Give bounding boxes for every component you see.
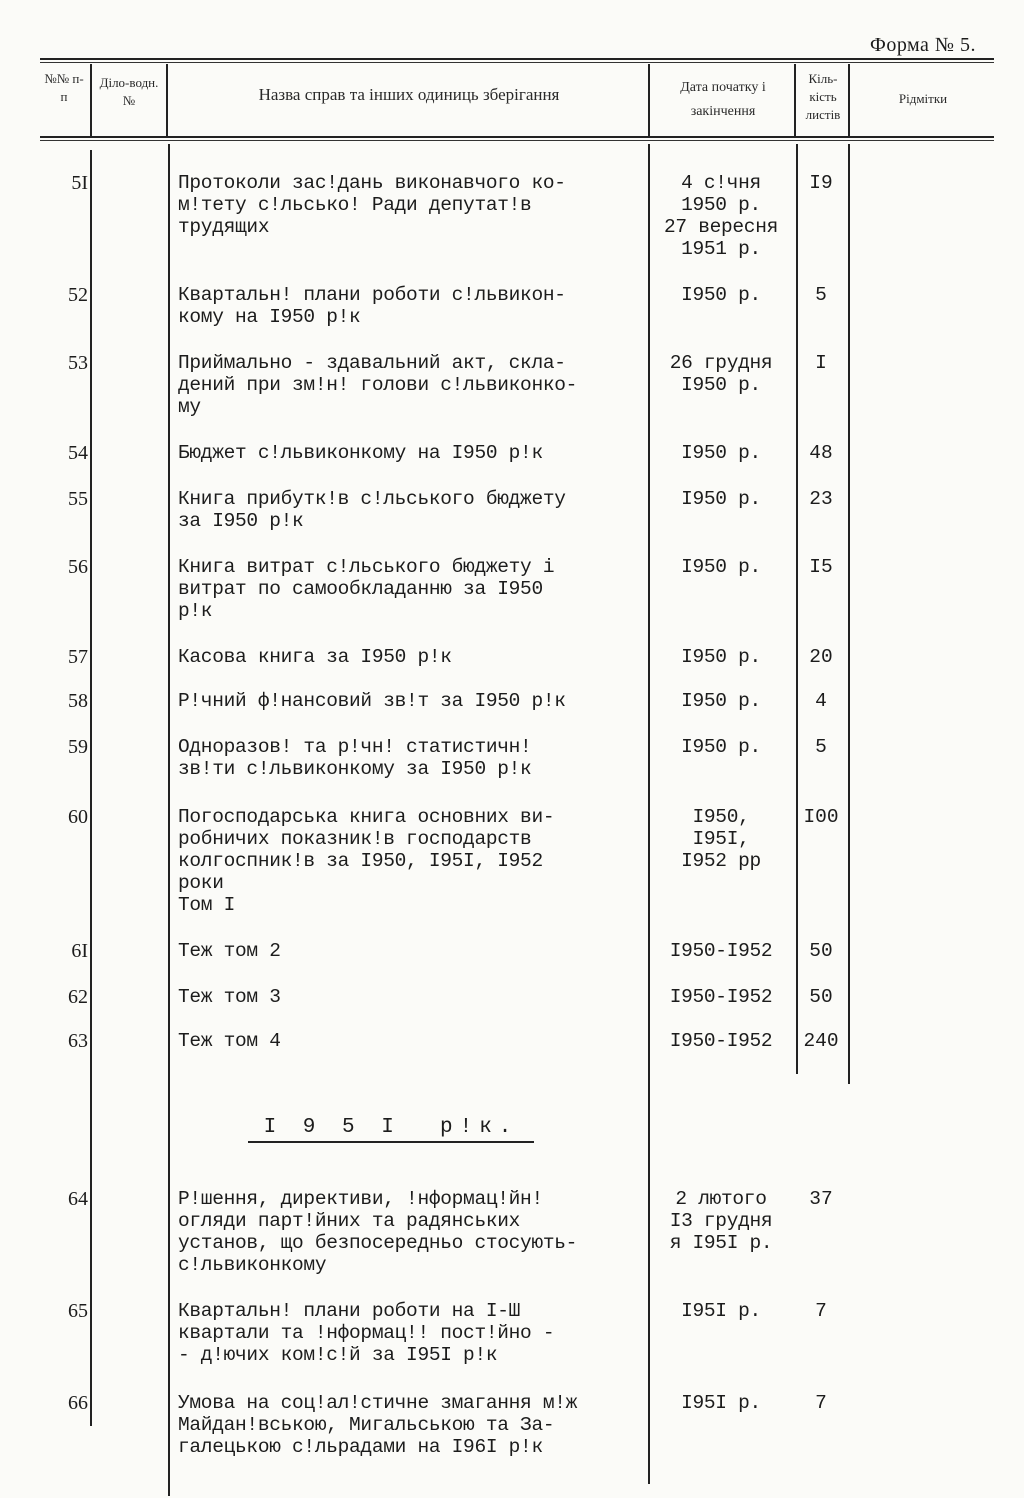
row-sheets: I5 [809,556,833,578]
row-dates: I950, I95I, I952 рр [681,806,761,872]
header-divider-5 [848,64,850,136]
row-title: Р!шення, директиви, !нформац!йн! огляди парт!йних та радянських установ, що безпосередньо стосують- с!львиконкому [178,1188,578,1276]
form-label: Форма № 5. [870,34,976,56]
header-col-title: Назва справ та інших одиниць зберігання [258,85,560,104]
row-title: Погосподарська книга основних ви- робничих показник!в господарств колгоспник!в за I950, I95I, I952 роки Том I [178,806,555,916]
row-dates: I950 р. [681,690,761,712]
row-title: Теж том 3 [178,986,281,1008]
row-sheets: I [815,352,827,374]
header-rule-top-thin [40,62,994,63]
row-number: 58 [68,690,88,712]
row-dates: I950 р. [681,284,761,306]
row-number: 5I [71,172,88,194]
header-col-num: №№ п-п [44,71,84,104]
row-sheets: 23 [809,488,833,510]
header-col-sheets: Кіль-кість листів [805,71,841,122]
row-title: Приймально - здавальний акт, скла- дений при зм!н! голови с!львиконко- му [178,352,578,418]
row-number: 56 [68,556,88,578]
row-title: Квартальн! плани роботи на I-Ш квартали та !нформац!! пост!йно - - д!ючих ком!с!й за I95I р!к [178,1300,555,1366]
row-dates: I95I р. [681,1392,761,1414]
row-dates: I950-I952 [669,940,773,962]
row-number: 63 [68,1030,88,1052]
row-title: Бюджет с!львиконкому на I950 р!к [178,442,543,464]
row-sheets: 240 [803,1030,839,1052]
header-col-office: Діло-водн. № [99,75,159,108]
row-dates: I950-I952 [669,986,773,1008]
row-title: Теж том 2 [178,940,281,962]
header-rule-top [40,58,994,60]
header-rule-bottom [40,136,994,138]
header-col-notes: Рідмітки [898,91,948,106]
row-number: 60 [68,806,88,828]
row-sheets: 4 [815,690,827,712]
row-number: 6I [71,940,88,962]
row-title: Умова на соц!ал!стичне змагання м!ж Майдан!вською, Мигальською та За- галецькою с!льрадами на I96I р!к [178,1392,578,1458]
row-number: 52 [68,284,88,306]
header-rule-bottom-thin [40,140,994,141]
row-number: 65 [68,1300,88,1322]
row-sheets: 37 [809,1188,833,1210]
row-sheets: 7 [815,1392,827,1414]
row-number: 59 [68,736,88,758]
row-dates: I950 р. [681,736,761,758]
row-number: 53 [68,352,88,374]
row-number: 62 [68,986,88,1008]
row-dates: 2 лютого I3 грудня я I95I р. [669,1188,773,1254]
row-sheets: I00 [803,806,839,828]
row-sheets: I9 [809,172,833,194]
row-title: Теж том 4 [178,1030,281,1052]
header-divider-3 [648,64,650,136]
row-dates: I950 р. [681,442,761,464]
row-number: 55 [68,488,88,510]
row-title: Одноразов! та р!чн! статистичн! зв!ти с!львиконкому за I950 р!к [178,736,532,780]
section-heading-1951: I 9 5 I р!к. [248,1116,534,1143]
body-divider-title [168,144,170,1496]
row-title: Книга прибутк!в с!льського бюджету за I950 р!к [178,488,566,532]
row-sheets: 50 [809,986,833,1008]
header-divider-4 [794,64,796,136]
row-sheets: 20 [809,646,833,668]
row-sheets: 7 [815,1300,827,1322]
body-divider-notes [848,144,850,1084]
header-divider-1 [90,64,92,136]
row-number: 66 [68,1392,88,1414]
row-sheets: 5 [815,284,827,306]
body-divider-num [90,150,92,1426]
row-dates: I95I р. [681,1300,761,1322]
row-number: 64 [68,1188,88,1210]
row-dates: 26 грудня I950 р. [669,352,773,396]
row-title: Р!чний ф!нансовий зв!т за I950 р!к [178,690,566,712]
row-dates: I950 р. [681,556,761,578]
row-sheets: 48 [809,442,833,464]
row-dates: 4 с!чня 1950 р. 27 вересня 1951 р. [663,172,779,260]
row-dates: I950-I952 [669,1030,773,1052]
row-title: Квартальн! плани роботи с!львикон- кому на I950 р!к [178,284,566,328]
header-col-dates: Дата початку і закінчення [680,80,766,119]
row-title: Протоколи зас!дань виконавчого ко- м!тету с!льсько! Ради депутат!в трудящих [178,172,566,238]
row-number: 54 [68,442,88,464]
row-sheets: 5 [815,736,827,758]
row-dates: I950 р. [681,646,761,668]
row-sheets: 50 [809,940,833,962]
row-dates: I950 р. [681,488,761,510]
row-title: Книга витрат с!льського бюджету і витрат по самообкладанню за I950 р!к [178,556,555,622]
header-divider-2 [166,64,168,136]
row-number: 57 [68,646,88,668]
row-title: Касова книга за I950 р!к [178,646,452,668]
